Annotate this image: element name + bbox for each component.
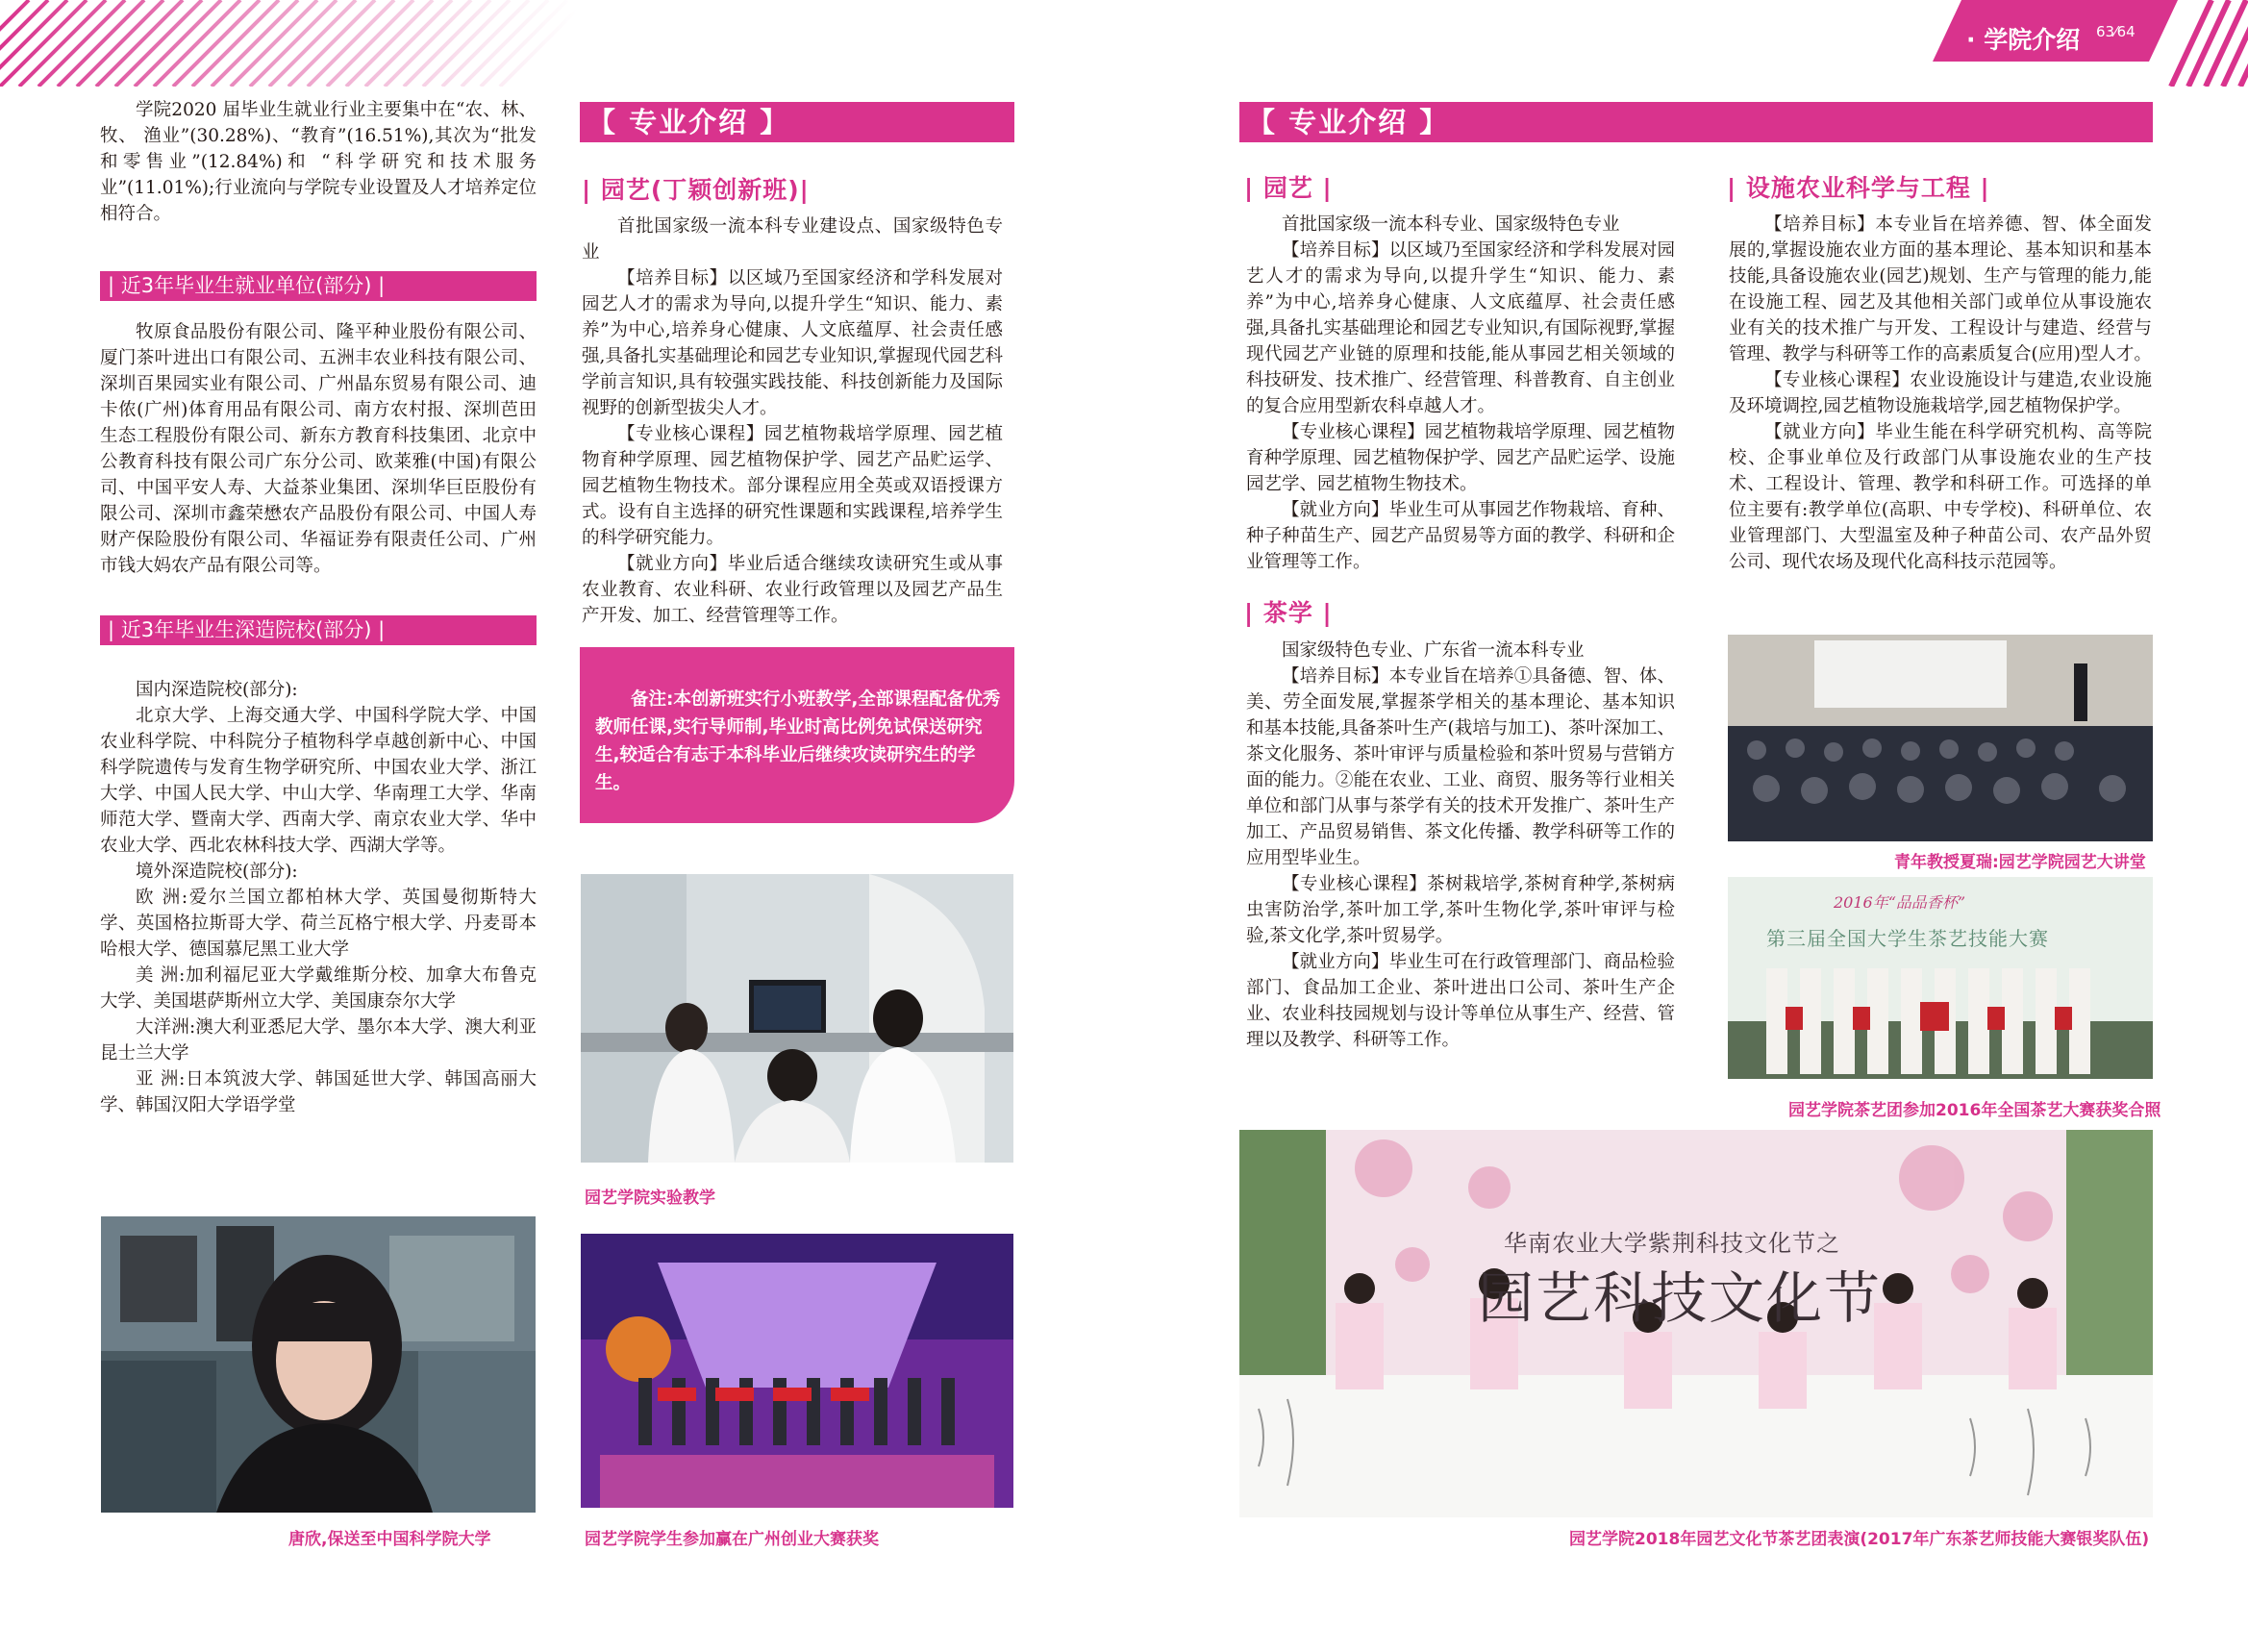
facility-agriculture-description [1729, 212, 2152, 575]
ding-ying-class-status: 首批国家级一流本科专业建设点、国家级特色专业 [582, 216, 1003, 263]
horticulture-courses: 【专业核心课程】园艺植物栽培学原理、园艺植物育种学原理、园艺植物保护学、园艺产品贮运学、设施园艺学、园艺植物生物技术。 [1246, 422, 1675, 494]
innovation-class-note [580, 647, 1014, 823]
section-title: · 学院介绍 · [1966, 26, 2081, 84]
festival-banner-subtitle: 华南农业大学紫荆科技文化节之 [1504, 1230, 1840, 1257]
tea-science-courses: 【专业核心课程】茶树栽培学,茶树育种学,茶树病虫害防治学,茶叶加工学,茶叶生物化学,茶叶审评与检验,茶文化学,茶叶贸易学。 [1246, 874, 1675, 946]
lecture-caption: 青年教授夏瑞:园艺学院园艺大讲堂 [1894, 853, 2146, 872]
schools-list [100, 677, 537, 1118]
facility-agriculture-heading: | 设施农业科学与工程 | [1727, 174, 1990, 202]
page-numbers: 63⁄64 [2096, 23, 2136, 40]
festival-caption: 园艺学院2018年园艺文化节茶艺团表演(2017年广东茶艺师技能大赛银奖队伍) [1569, 1530, 2150, 1549]
horticulture-goal: 【培养目标】以区域乃至国家经济和学科发展对园艺人才的需求为导向,以提升学生“知识、能力、素养”为中心,培养身心健康、人文底蕴厚、社会责任感强,具备扎实基础理论和园艺专业知识,有国际视野,掌握现代园艺产业链的原理和技能,能从事园艺相关领域的科技研发、技术推广、经营管理、科普教育、自主创业的复合应用型新农科卓越人才。 [1246, 240, 1675, 416]
overseas-asia: 亚 洲:日本筑波大学、韩国延世大学、韩国高丽大学、韩国汉阳大学语学堂 [100, 1069, 537, 1115]
horticulture-description [1246, 212, 1675, 575]
overseas-schools-label: 境外深造院校(部分): [136, 862, 298, 882]
schools-heading: | 近3年毕业生深造院校(部分) | [100, 615, 537, 645]
overseas-europe: 欧 洲:爱尔兰国立都柏林大学、英国曼彻斯特大学、英国格拉斯哥大学、荷兰瓦格宁根大学、丹麦哥本哈根大学、德国慕尼黑工业大学 [100, 888, 537, 960]
ding-ying-class-description [582, 213, 1003, 629]
overseas-oceania: 大洋洲:澳大利亚悉尼大学、墨尔本大学、澳大利亚昆士兰大学 [100, 1017, 537, 1064]
lab-teaching-caption: 园艺学院实验教学 [585, 1189, 715, 1208]
facility-agriculture-career: 【就业方向】毕业生能在科学研究机构、高等院校、企事业单位及行政部门从事设施农业的生产技术、工程设计、管理、教学和科研工作。可选择的单位主要有:教学单位(高职、中专学校)、科研单位、农业管理部门、大型温室及种子种苗公司、农产品外贸公司、现代农场及现代化高科技示范园等。 [1729, 422, 2152, 572]
horticulture-status: 首批国家级一流本科专业、国家级特色专业 [1282, 214, 1620, 235]
horticulture-career: 【就业方向】毕业生可从事园艺作物栽培、育种、种子种苗生产、园艺产品贸易等方面的教学、科研和企业管理等工作。 [1246, 500, 1675, 572]
left-corner-stripes [0, 0, 577, 87]
startup-contest-photo [581, 1234, 1013, 1508]
tea-science-career: 【就业方向】毕业生可在行政管理部门、商品检验部门、食品加工企业、茶叶进出口公司、茶叶生产企业、农业科技园规划与设计等单位从事生产、经营、管理以及教学、科研等工作。 [1246, 952, 1675, 1050]
tea-science-description [1246, 638, 1675, 1053]
tea-contest-photo [1728, 877, 2153, 1079]
tea-science-heading: | 茶学 | [1244, 599, 1333, 627]
innovation-class-note-text: 备注:本创新班实行小班教学,全部课程配备优秀教师任课,实行导师制,毕业时高比例免试保送研究生,较适合有志于本科毕业后继续攻读研究生的学生。 [595, 689, 1001, 793]
tea-contest-banner-year: 2016年“品品香杯” [1834, 893, 1966, 912]
employment-intro [100, 97, 537, 227]
employment-intro-text: 学院2020 届毕业生就业行业主要集中在“农、林、牧、 渔业”(30.28%)、“教育”(16.51%),其次为“批发和零售业”(12.84%)和 “科学研究和技术服务业”(11.01%);行业流向与学院专业设置及人才培养定位相符合。 [100, 100, 537, 224]
right-section-heading: 【 专业介绍 】 [1239, 102, 2153, 142]
domestic-schools-text: 北京大学、上海交通大学、中国科学院大学、中国农业科学院、中科院分子植物科学卓越创新中心、中国科学院遗传与发育生物学研究所、中国农业大学、浙江大学、中国人民大学、中山大学、华南理工大学、华南师范大学、暨南大学、西南大学、南京农业大学、华中农业大学、西北农林科技大学、西湖大学等。 [100, 706, 537, 856]
lecture-photo [1728, 635, 2153, 841]
tea-contest-caption: 园艺学院茶艺团参加2016年全国茶艺大赛获奖合照 [1788, 1101, 2161, 1120]
employers-list [100, 319, 537, 579]
horticulture-heading: | 园艺 | [1244, 174, 1333, 202]
tea-science-goal: 【培养目标】本专业旨在培养①具备德、智、体、美、劳全面发展,掌握茶学相关的基本理论、基本知识和基本技能,具备茶叶生产(栽培与加工)、茶叶深加工、茶文化服务、茶叶审评与质量检验和茶叶贸易与营销方面的能力。②能在农业、工业、商贸、服务等行业相关单位和部门从事与茶学有关的技术开发推广、茶叶生产加工、产品贸易销售、茶文化传播、教学科研等工作的应用型毕业生。 [1246, 666, 1675, 868]
ding-ying-class-goal: 【培养目标】以区域乃至国家经济和学科发展对园艺人才的需求为导向,以提升学生“知识、能力、素养”为中心,培养身心健康、人文底蕴厚、社会责任感强,具备扎实基础理论和园艺专业知识,掌握现代园艺科学前言知识,具有较强实践技能、科技创新能力及国际视野的创新型拔尖人才。 [582, 268, 1003, 418]
startup-contest-caption: 园艺学院学生参加赢在广州创业大赛获奖 [585, 1530, 879, 1549]
facility-agriculture-courses: 【专业核心课程】农业设施设计与建造,农业设施及环境调控,园艺植物设施栽培学,园艺植物保护学。 [1729, 370, 2152, 416]
tea-science-status: 国家级特色专业、广东省一流本科专业 [1282, 640, 1585, 661]
employers-text: 牧原食品股份有限公司、隆平种业股份有限公司、厦门茶叶进出口有限公司、五洲丰农业科技有限公司、深圳百果园实业有限公司、广州晶东贸易有限公司、迪卡侬(广州)体育用品有限公司、南方农村报、深圳芭田生态工程股份有限公司、新东方教育科技集团、北京中公教育科技有限公司广东分公司、欧莱雅(中国)有限公司、中国平安人寿、大益茶业集团、深圳华巨臣股份有限公司、深圳市鑫荣懋农产品股份有限公司、中国人寿财产保险股份有限公司、华福证券有限责任公司、广州市钱大妈农产品有限公司等。 [100, 322, 537, 576]
ding-ying-class-career: 【就业方向】毕业后适合继续攻读研究生或从事农业教育、农业科研、农业行政管理以及园艺产品生产开发、加工、经营管理等工作。 [582, 554, 1003, 626]
tea-contest-banner-title: 第三届全国大学生茶艺技能大赛 [1766, 927, 2049, 950]
student-photo [101, 1216, 536, 1513]
employers-heading: | 近3年毕业生就业单位(部分) | [100, 271, 537, 301]
domestic-schools-label: 国内深造院校(部分): [136, 680, 298, 700]
student-photo-caption: 唐欣,保送至中国科学院大学 [288, 1530, 491, 1549]
lab-teaching-photo [581, 874, 1013, 1163]
middle-section-heading: 【 专业介绍 】 [580, 102, 1014, 142]
ding-ying-class-heading: | 园艺(丁颖创新班)| [582, 176, 810, 204]
festival-photo [1239, 1130, 2153, 1517]
overseas-america: 美 洲:加利福尼亚大学戴维斯分校、加拿大布鲁克大学、美国堪萨斯州立大学、美国康奈尔大学 [100, 965, 537, 1012]
festival-banner-title: 园艺科技文化节 [1478, 1265, 1883, 1331]
ding-ying-class-courses: 【专业核心课程】园艺植物栽培学原理、园艺植物育种学原理、园艺植物保护学、园艺产品贮运学、园艺植物生物技术。部分课程应用全英或双语授课方式。设有自主选择的研究性课题和实践课程,培养学生的科学研究能力。 [582, 424, 1003, 548]
facility-agriculture-goal: 【培养目标】本专业旨在培养德、智、体全面发展的,掌握设施农业方面的基本理论、基本知识和基本技能,具备设施农业(园艺)规划、生产与管理的能力,能在设施工程、园艺及其他相关部门或单位从事设施农业有关的技术推广与开发、工程设计与建造、经营与管理、教学与科研等工作的高素质复合(应用)型人才。 [1729, 214, 2152, 364]
